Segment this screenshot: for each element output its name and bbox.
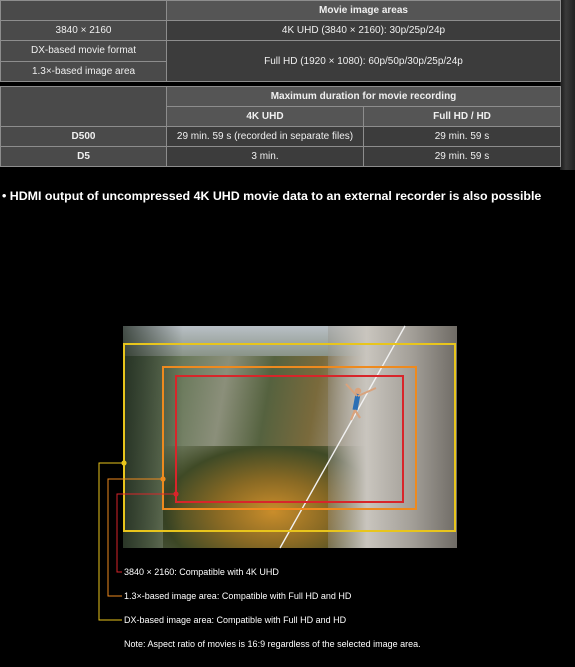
table2-cell-fullhd: 29 min. 59 s xyxy=(364,147,561,167)
4k-area-frame xyxy=(176,376,403,502)
table2-row-label: D5 xyxy=(1,147,167,167)
table2-col-fullhd: Full HD / HD xyxy=(364,107,561,127)
table2-cell-4k: 29 min. 59 s (recorded in separate files) xyxy=(167,127,364,147)
hdmi-output-note: • HDMI output of uncompressed 4K UHD movie data to an external recorder is also possible xyxy=(2,189,542,203)
legend-dx: DX-based image area: Compatible with Full HD and HD xyxy=(124,615,347,625)
table1-row-value: 4K UHD (3840 × 2160): 30p/25p/24p xyxy=(167,21,561,41)
table1-row-label: 1.3×-based image area xyxy=(1,61,167,82)
1.3x-area-frame xyxy=(163,367,416,509)
table1-row-label: 3840 × 2160 xyxy=(1,21,167,41)
1.3x-leader-dot xyxy=(160,476,165,481)
legend-aspect-note: Note: Aspect ratio of movies is 16:9 regardless of the selected image area. xyxy=(124,639,421,649)
table2-row-label: D500 xyxy=(1,127,167,147)
table2-cell-4k: 3 min. xyxy=(167,147,364,167)
table2-col-4k: 4K UHD xyxy=(167,107,364,127)
4k-leader-dot xyxy=(173,491,178,496)
legend-4k: 3840 × 2160: Compatible with 4K UHD xyxy=(124,567,279,577)
slackline xyxy=(280,326,405,548)
table1-row-label: DX-based movie format xyxy=(1,41,167,62)
slackliner-figure xyxy=(346,384,376,420)
4k-leader-line xyxy=(117,494,176,572)
table1-header: Movie image areas xyxy=(167,1,561,21)
table1-row-value: Full HD (1920 × 1080): 60p/50p/30p/25p/24p xyxy=(167,41,561,82)
table2-cell-fullhd: 29 min. 59 s xyxy=(364,127,561,147)
table2-header: Maximum duration for movie recording xyxy=(167,87,561,107)
dx-leader-dot xyxy=(121,460,126,465)
legend-1.3x: 1.3×-based image area: Compatible with Full HD and HD xyxy=(124,591,352,601)
1.3x-leader-line xyxy=(108,479,163,596)
